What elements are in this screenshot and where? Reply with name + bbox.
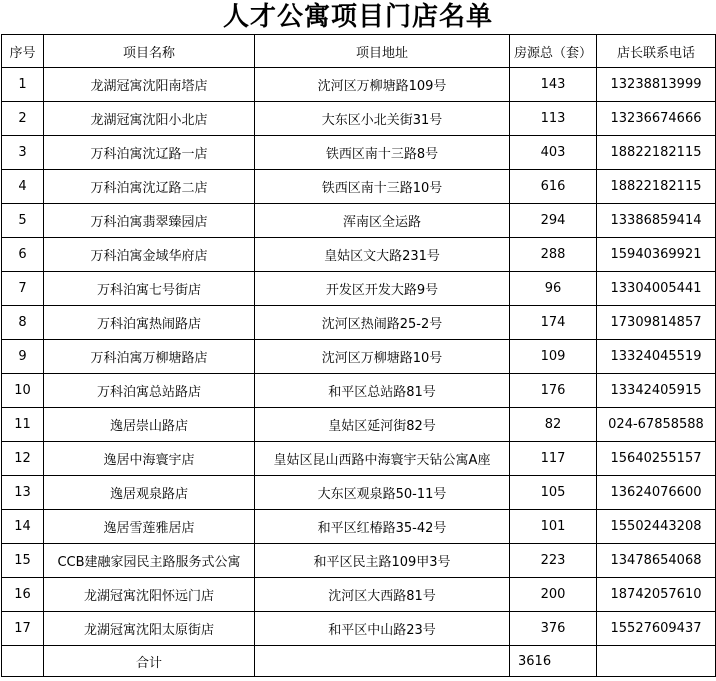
cell-rooms: 105	[510, 476, 597, 510]
cell-index: 16	[2, 578, 44, 612]
table-row	[2, 578, 716, 612]
cell-name: 龙湖冠寓沈阳怀远门店	[44, 578, 255, 612]
cell-name: 逸居中海寰宇店	[44, 442, 255, 476]
cell-index: 8	[2, 306, 44, 340]
header-address: 项目地址	[255, 35, 510, 68]
cell-index: 12	[2, 442, 44, 476]
total-address-cell	[255, 646, 510, 677]
cell-phone: 15502443208	[597, 510, 716, 544]
cell-phone: 18822182115	[597, 170, 716, 204]
table-row	[2, 68, 716, 102]
cell-rooms: 96	[510, 272, 597, 306]
cell-rooms: 117	[510, 442, 597, 476]
cell-index: 4	[2, 170, 44, 204]
cell-address: 和平区中山路23号	[255, 612, 510, 646]
cell-name: 龙湖冠寓沈阳小北店	[44, 102, 255, 136]
table-row	[2, 136, 716, 170]
cell-name: 逸居观泉路店	[44, 476, 255, 510]
cell-address: 大东区观泉路50-11号	[255, 476, 510, 510]
table-row	[2, 408, 716, 442]
cell-rooms: 101	[510, 510, 597, 544]
cell-address: 皇姑区文大路231号	[255, 238, 510, 272]
cell-index: 17	[2, 612, 44, 646]
cell-name: 万科泊寓热闹路店	[44, 306, 255, 340]
cell-index: 6	[2, 238, 44, 272]
table-row	[2, 340, 716, 374]
total-row	[2, 646, 716, 677]
total-index-cell	[2, 646, 44, 677]
total-phone-cell	[597, 646, 716, 677]
table-row	[2, 170, 716, 204]
cell-rooms: 294	[510, 204, 597, 238]
cell-phone: 13624076600	[597, 476, 716, 510]
cell-index: 10	[2, 374, 44, 408]
cell-address: 皇姑区延河街82号	[255, 408, 510, 442]
cell-index: 9	[2, 340, 44, 374]
cell-index: 3	[2, 136, 44, 170]
header-phone: 店长联系电话	[597, 35, 716, 68]
table-row	[2, 102, 716, 136]
cell-address: 沈河区热闹路25-2号	[255, 306, 510, 340]
table-row	[2, 238, 716, 272]
total-label: 合计	[44, 646, 255, 677]
table-body	[2, 68, 716, 646]
table-row	[2, 272, 716, 306]
cell-rooms: 113	[510, 102, 597, 136]
table-row	[2, 544, 716, 578]
cell-address: 和平区红椿路35-42号	[255, 510, 510, 544]
cell-address: 铁西区南十三路8号	[255, 136, 510, 170]
cell-name: 万科泊寓沈辽路一店	[44, 136, 255, 170]
cell-rooms: 200	[510, 578, 597, 612]
cell-index: 1	[2, 68, 44, 102]
cell-rooms: 403	[510, 136, 597, 170]
cell-rooms: 174	[510, 306, 597, 340]
cell-index: 13	[2, 476, 44, 510]
cell-index: 2	[2, 102, 44, 136]
cell-address: 铁西区南十三路10号	[255, 170, 510, 204]
cell-phone: 18822182115	[597, 136, 716, 170]
cell-address: 大东区小北关街31号	[255, 102, 510, 136]
cell-index: 11	[2, 408, 44, 442]
table-row	[2, 510, 716, 544]
cell-phone: 15527609437	[597, 612, 716, 646]
table-header-row	[2, 35, 716, 68]
cell-name: 万科泊寓七号街店	[44, 272, 255, 306]
cell-address: 皇姑区昆山西路中海寰宇天钻公寓A座	[255, 442, 510, 476]
cell-rooms: 376	[510, 612, 597, 646]
cell-name: 万科泊寓金域华府店	[44, 238, 255, 272]
cell-rooms: 288	[510, 238, 597, 272]
cell-address: 开发区开发大路9号	[255, 272, 510, 306]
table-row	[2, 612, 716, 646]
cell-rooms: 176	[510, 374, 597, 408]
cell-name: 万科泊寓总站路店	[44, 374, 255, 408]
cell-phone: 13238813999	[597, 68, 716, 102]
store-table	[1, 34, 716, 677]
cell-phone: 13342405915	[597, 374, 716, 408]
total-rooms: 3616	[510, 646, 597, 677]
page-title: 人才公寓项目门店名单	[222, 2, 493, 32]
cell-phone: 18742057610	[597, 578, 716, 612]
cell-address: 沈河区万柳塘路109号	[255, 68, 510, 102]
table-row	[2, 204, 716, 238]
table-row	[2, 442, 716, 476]
cell-name: 万科泊寓翡翠臻园店	[44, 204, 255, 238]
cell-name: 万科泊寓沈辽路二店	[44, 170, 255, 204]
cell-phone: 13324045519	[597, 340, 716, 374]
cell-address: 沈河区大西路81号	[255, 578, 510, 612]
cell-rooms: 82	[510, 408, 597, 442]
cell-rooms: 223	[510, 544, 597, 578]
cell-phone: 13304005441	[597, 272, 716, 306]
cell-name: 逸居雪莲雅居店	[44, 510, 255, 544]
cell-index: 14	[2, 510, 44, 544]
cell-phone: 13478654068	[597, 544, 716, 578]
header-name: 项目名称	[44, 35, 255, 68]
cell-address: 和平区总站路81号	[255, 374, 510, 408]
cell-index: 5	[2, 204, 44, 238]
header-index: 序号	[2, 35, 44, 68]
cell-rooms: 616	[510, 170, 597, 204]
cell-name: 逸居崇山路店	[44, 408, 255, 442]
cell-phone: 15940369921	[597, 238, 716, 272]
cell-name: 万科泊寓万柳塘路店	[44, 340, 255, 374]
cell-phone: 13236674666	[597, 102, 716, 136]
cell-name: CCB建融家园民主路服务式公寓	[44, 544, 255, 578]
cell-address: 沈河区万柳塘路10号	[255, 340, 510, 374]
cell-phone: 17309814857	[597, 306, 716, 340]
cell-rooms: 143	[510, 68, 597, 102]
cell-name: 龙湖冠寓沈阳太原街店	[44, 612, 255, 646]
table-row	[2, 476, 716, 510]
table-row	[2, 374, 716, 408]
cell-phone: 13386859414	[597, 204, 716, 238]
cell-address: 和平区民主路109甲3号	[255, 544, 510, 578]
table-row	[2, 306, 716, 340]
header-rooms: 房源总（套）	[510, 35, 597, 68]
cell-phone: 024-67858588	[597, 408, 716, 442]
cell-name: 龙湖冠寓沈阳南塔店	[44, 68, 255, 102]
cell-phone: 15640255157	[597, 442, 716, 476]
cell-address: 浑南区全运路	[255, 204, 510, 238]
cell-rooms: 109	[510, 340, 597, 374]
cell-index: 7	[2, 272, 44, 306]
cell-index: 15	[2, 544, 44, 578]
